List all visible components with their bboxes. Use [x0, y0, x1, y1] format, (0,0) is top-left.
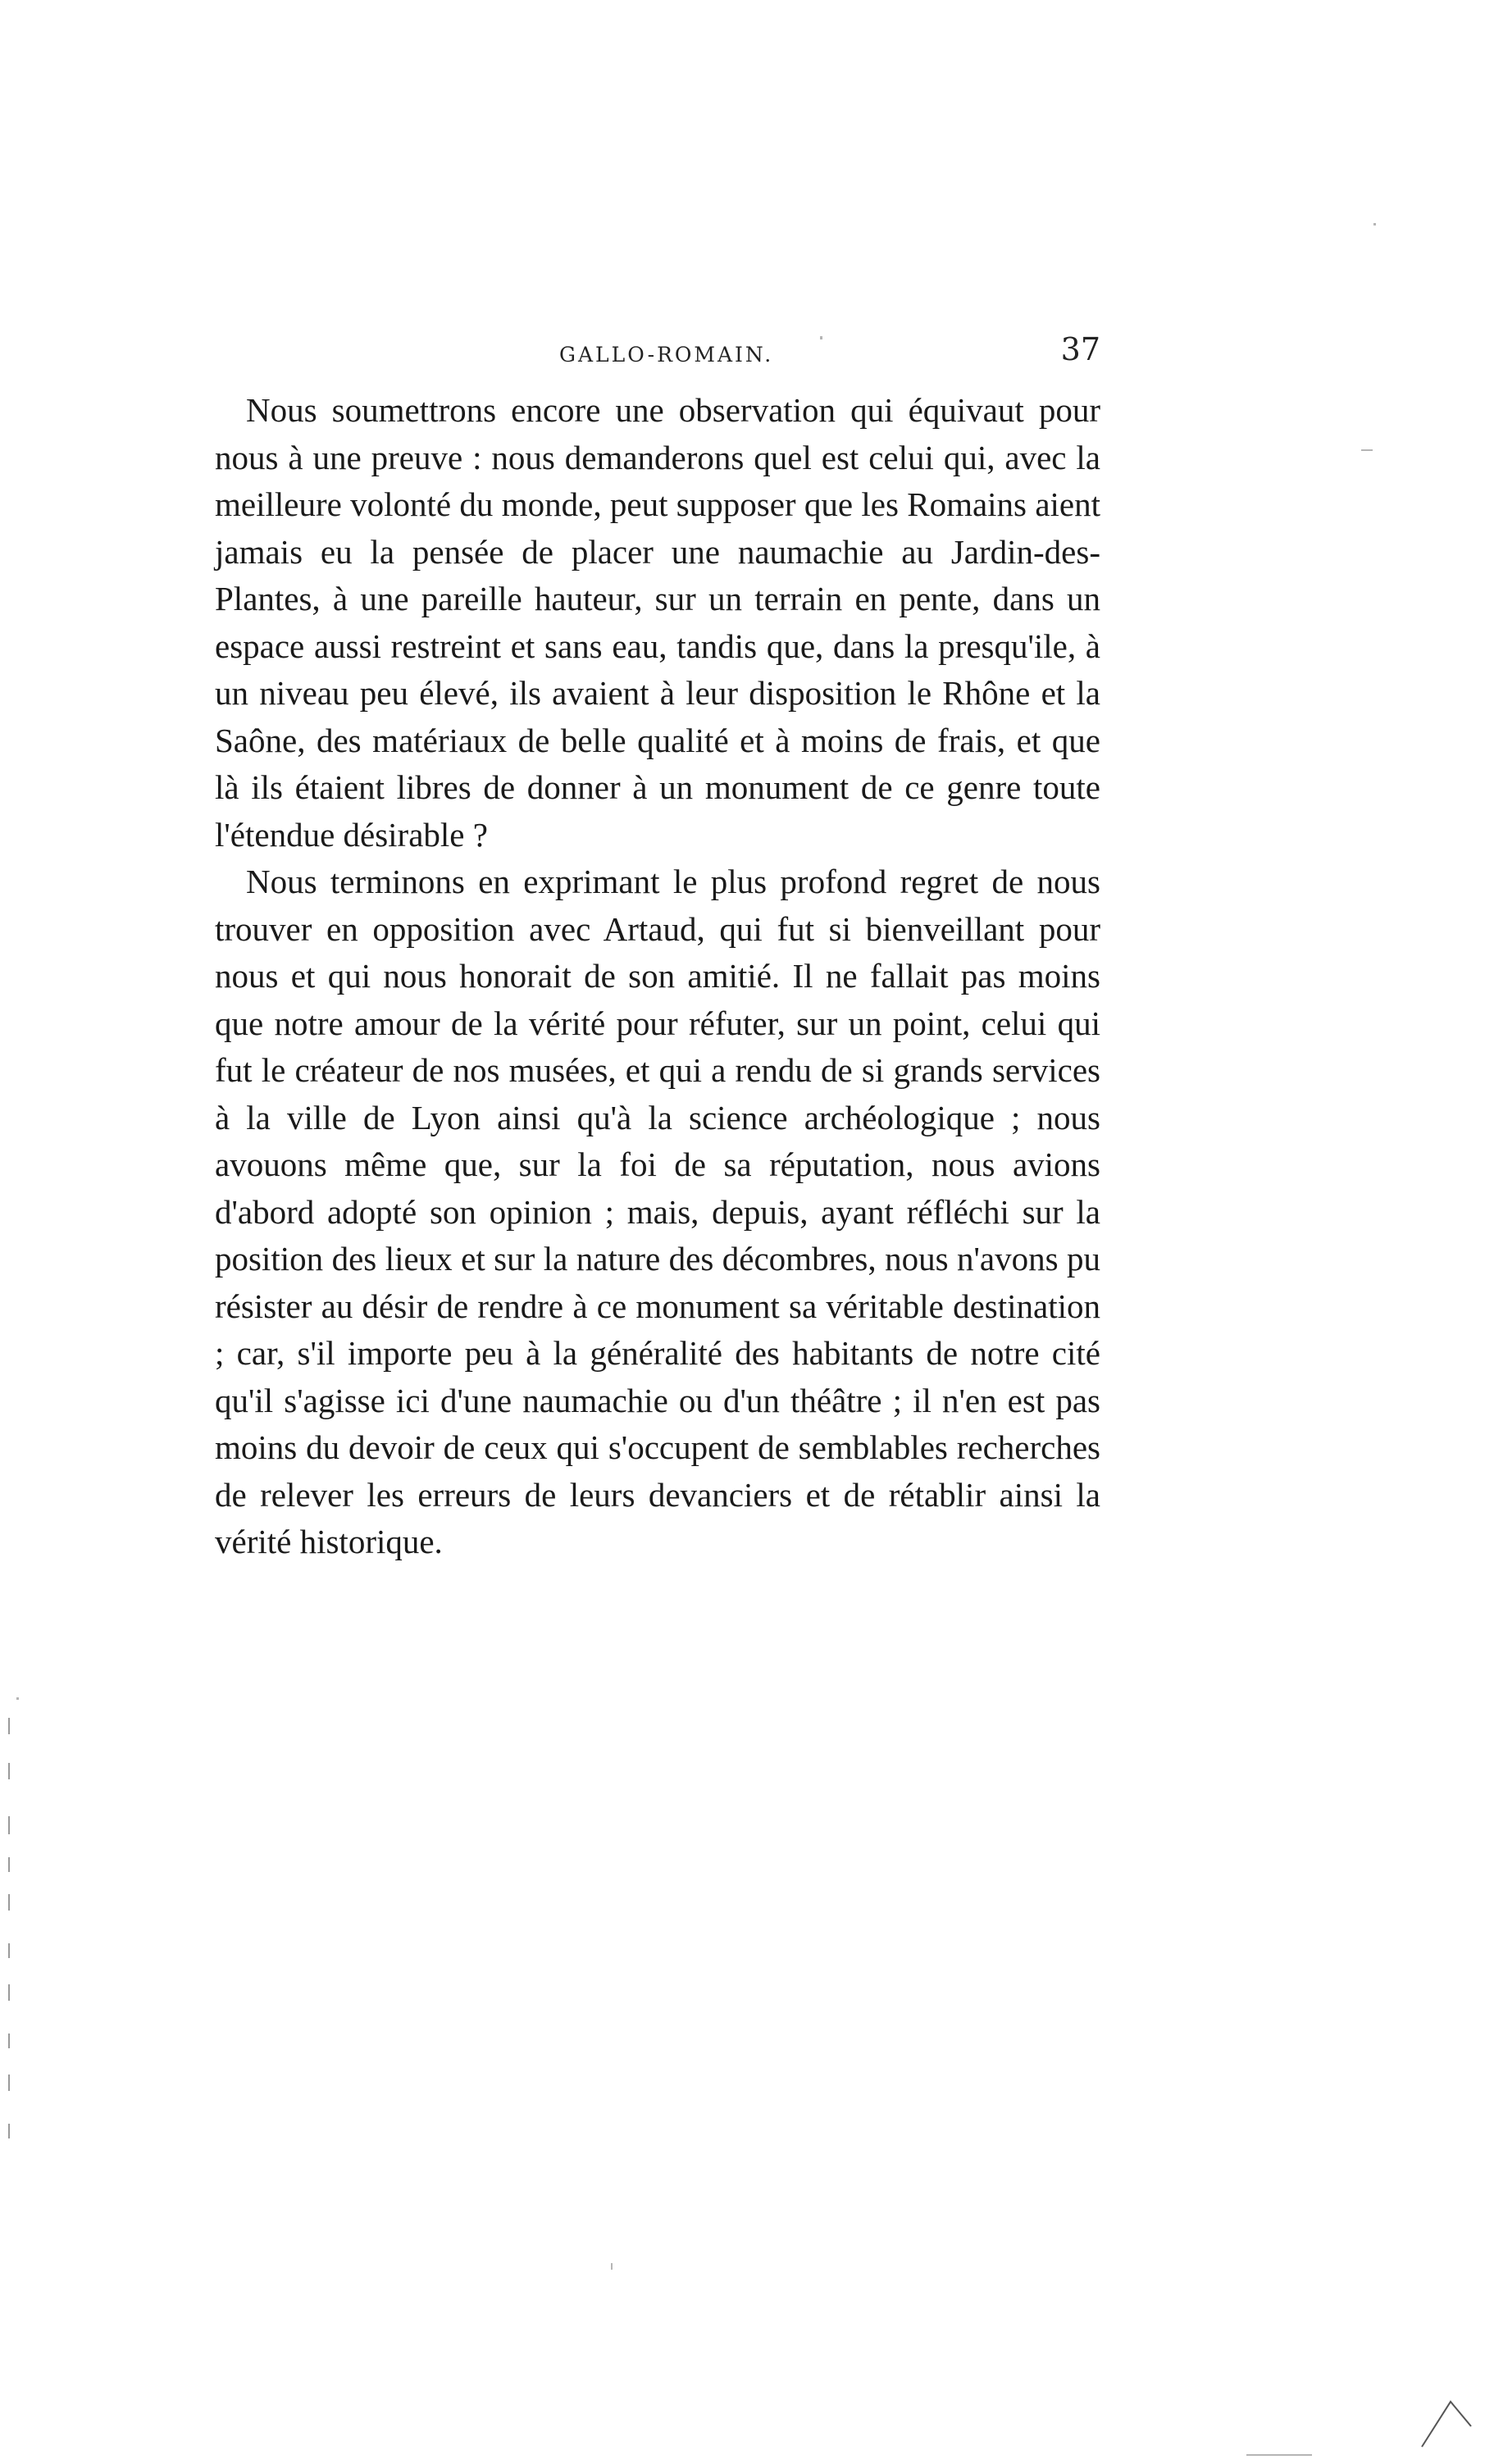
scan-speck [820, 336, 822, 339]
scan-edge-mark [8, 1943, 10, 1958]
scan-speck [611, 2263, 613, 2270]
page-number: 37 [1060, 331, 1100, 367]
paragraph: Nous terminons en exprimant le plus profond regret de nous trouver en opposition avec Artaud, qui fut si bienveillant pour nous et qui nous honorait de son amitié. Il ne fallait pas moins que notre amour de la vérité pour réfuter, sur un point, celui qui fut le créateur de nos musées, et qui a rendu de si grands services à la ville de Lyon ainsi qu'à la science archéologique ; nous avouons même que, sur la foi de sa réputation, nous avions d'abord adopté son opinion ; mais, depuis, ayant réfléchi sur la position des lieux et sur la nature des décombres, nous n'avons pu résister au désir de rendre à ce monument sa véritable destination ; car, s'il importe peu à la généralité des habitants de notre cité qu'il s'agisse ici d'une naumachie ou d'un théâtre ; il n'en est pas moins du devoir de ceux qui s'occupent de semblables recherches de relever les erreurs de leurs devanciers et de rétablir ainsi la vérité historique. [215, 863, 1100, 1560]
scan-edge-mark [8, 1816, 10, 1834]
scan-edge-mark [8, 1894, 10, 1911]
scan-speck [1361, 449, 1373, 451]
scan-edge-mark [8, 1984, 10, 2001]
running-title: GALLO-ROMAIN. [559, 343, 774, 367]
scan-edge-mark [8, 1857, 10, 1872]
scan-edge-mark [8, 1763, 10, 1779]
scan-edge-mark [8, 2075, 10, 2091]
running-head [215, 328, 1100, 377]
scan-edge-mark [8, 1718, 10, 1734]
scan-corner-mark [1418, 2393, 1475, 2451]
scan-edge-mark [8, 2034, 10, 2048]
scan-speck [1246, 2454, 1312, 2456]
body-text [215, 387, 1100, 1566]
scan-speck [1373, 223, 1376, 225]
paragraph: Nous soumettrons encore une observation qui équivaut pour nous à une preuve : nous demanderons quel est celui qui, avec la meilleure volonté du monde, peut supposer que les Romains aient jamais eu la pensée de placer une naumachie au Jardin-des-Plantes, à une pareille hauteur, sur un terrain en pente, dans un espace aussi restreint et sans eau, tandis que, dans la presqu'ile, à un niveau peu élevé, ils avaient à leur disposition le Rhône et la Saône, des matériaux de belle qualité et à moins de frais, et que là ils étaient libres de donner à un monument de ce genre toute l'étendue désirable ? [215, 391, 1100, 854]
scan-speck [16, 1697, 19, 1700]
scan-edge-mark [8, 2124, 10, 2138]
